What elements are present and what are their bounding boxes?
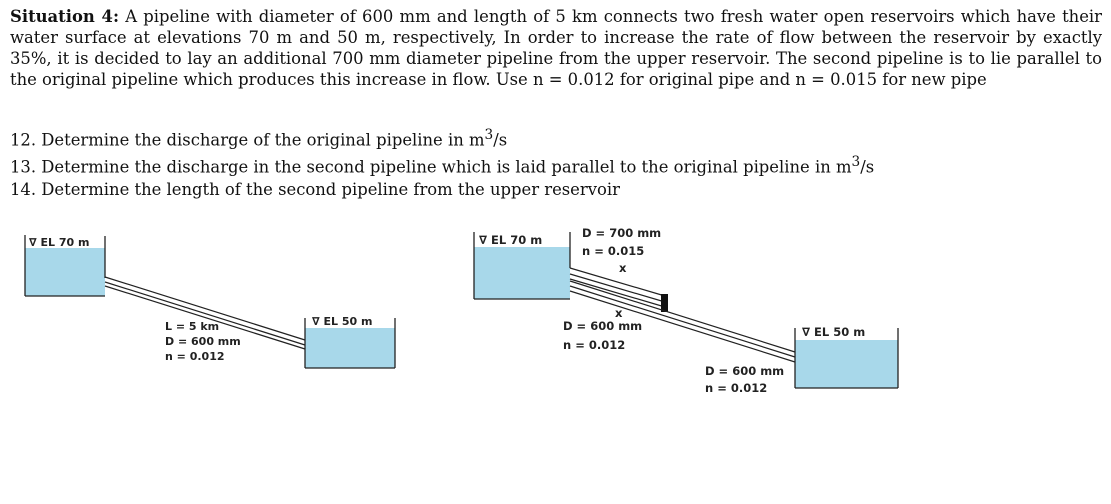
pipe-length-label-1: L = 5 km: [165, 320, 220, 333]
lower-elev-label-1: ∇ EL 50 m: [312, 315, 373, 328]
orig-pipe-roughness-label: n = 0.012: [563, 338, 626, 352]
upper-elev-label-2: ∇ EL 70 m: [479, 233, 543, 247]
upper-water-1: [25, 248, 105, 296]
upper-water-2: [474, 247, 570, 299]
upper-reservoir-1: [25, 235, 105, 296]
orig-pipe-diameter-label: D = 600 mm: [563, 319, 643, 333]
down-pipe-roughness-label: n = 0.012: [705, 381, 768, 395]
section-mark-bottom: x: [615, 306, 623, 320]
new-pipe-diameter-label: D = 700 mm: [582, 226, 662, 240]
figure-2: [474, 226, 898, 395]
question-12: 12. Determine the discharge of the original pipeline in $m^3/s$: [10, 127, 508, 150]
figure-1: [25, 235, 395, 368]
question-13: 13. Determine the discharge in the second pipeline which is laid parallel to the original pipeline in $m^3/s$: [10, 154, 875, 177]
lower-elev-label-2: ∇ EL 50 m: [802, 325, 866, 339]
pipe-roughness-label-1: n = 0.012: [165, 350, 225, 363]
down-pipe-diameter-label: D = 600 mm: [705, 364, 785, 378]
situation-heading: Situation 4:: [10, 7, 119, 26]
pipe-diameter-label-1: D = 600 mm: [165, 335, 241, 348]
lower-water-2: [795, 340, 898, 388]
upper-elev-label-1: ∇ EL 70 m: [29, 236, 90, 249]
section-mark-top: x: [619, 261, 627, 275]
pipe-junction-marker: [661, 294, 668, 312]
upper-reservoir-2: [474, 232, 570, 299]
new-pipe-roughness-label: n = 0.015: [582, 244, 645, 258]
lower-water-1: [305, 328, 395, 368]
situation-body: A pipeline with diameter of 600 mm and length of 5 km connects two fresh water open reservoirs which have their water surface at elevations 70 m and 50 m, respectively, In order to increase the rate of flow between the reservoir by exactly 35%, it is decided to lay an additional 700 mm diameter pipeline from the upper reservoir. The second pipeline is to lie parallel to the original pipeline which produces this increase in flow. Use n = 0.012 for original pipe and n = 0.015 for new pipe: [10, 7, 1102, 89]
lower-reservoir-2: [795, 325, 898, 388]
lower-reservoir-1: [305, 315, 395, 368]
question-14: 14. Determine the length of the second pipeline from the upper reservoir: [10, 179, 620, 199]
